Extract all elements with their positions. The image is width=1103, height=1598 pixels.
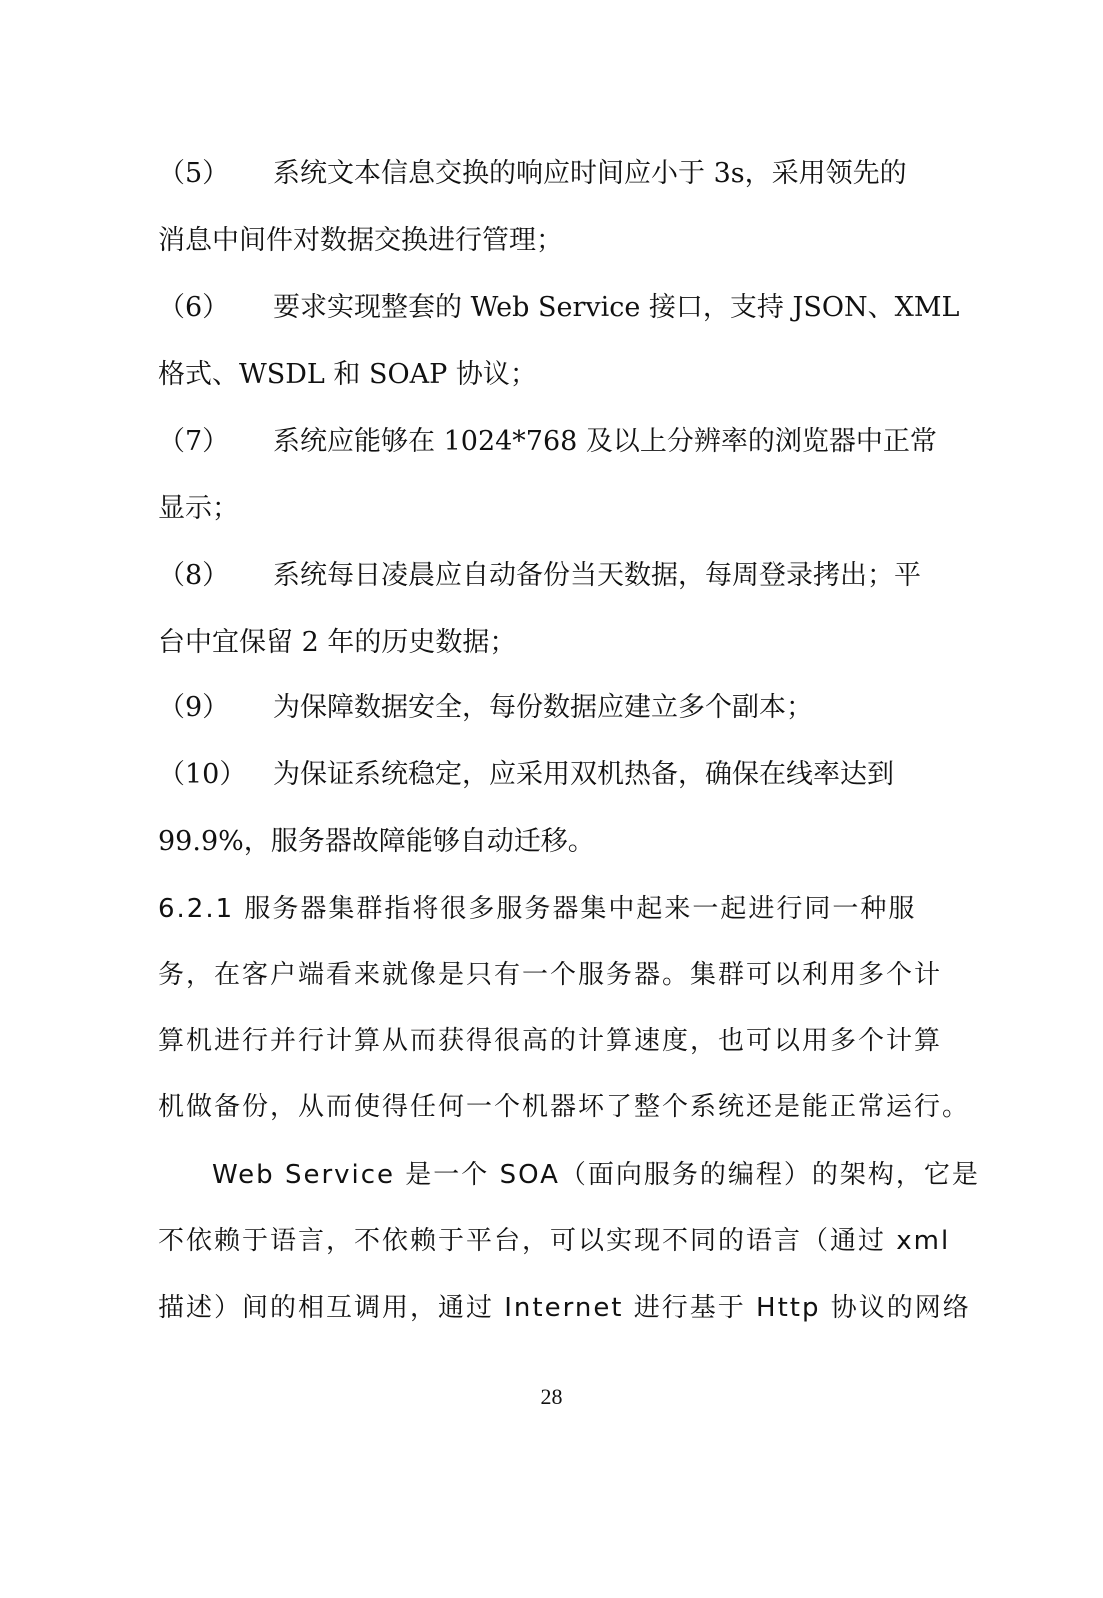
- list-item-9-line-1: [158, 688, 948, 728]
- paragraph-line-1: Web Service 是一个 SOA（面向服务的编程）的架构，它是: [212, 1160, 980, 1190]
- section-line-2: 务，在客户端看来就像是只有一个服务器。集群可以利用多个计: [158, 960, 943, 990]
- item-number: （7）: [158, 426, 230, 457]
- item-text: 为保障数据安全，每份数据应建立多个副本；: [273, 692, 813, 723]
- section-line-3: 算机进行并行计算从而获得很高的计算速度，也可以用多个计算: [158, 1026, 943, 1056]
- list-item-5-line-2: 消息中间件对数据交换进行管理；: [158, 225, 563, 256]
- item-number: （5）: [158, 158, 230, 189]
- paragraph-line-3: 描述）间的相互调用，通过 Internet 进行基于 Http 协议的网络: [158, 1293, 971, 1323]
- item-text: 系统文本信息交换的响应时间应小于 3s，采用领先的: [273, 158, 907, 189]
- list-item-6-line-1: [158, 288, 960, 328]
- list-item-8-line-2: 台中宜保留 2 年的历史数据；: [158, 627, 517, 658]
- list-item-7-line-1: [158, 422, 948, 462]
- list-item-7-line-2: 显示；: [158, 493, 239, 524]
- page-number: 28: [540, 1384, 563, 1409]
- list-item-10-line-1: [158, 755, 948, 795]
- item-number: （6）: [158, 292, 230, 323]
- list-item-6-line-2: 格式、WSDL 和 SOAP 协议；: [158, 359, 537, 390]
- section-line-4: 机做备份，从而使得任何一个机器坏了整个系统还是能正常运行。: [158, 1092, 971, 1122]
- item-text: 系统应能够在 1024*768 及以上分辨率的浏览器中正常: [273, 426, 937, 457]
- list-item-10-line-2: 99.9%，服务器故障能够自动迁移。: [158, 826, 595, 857]
- list-item-5-line-1: [158, 154, 948, 194]
- list-item-8-line-1: [158, 556, 948, 596]
- item-text: 要求实现整套的 Web Service 接口，支持 JSON、XML: [273, 292, 960, 323]
- item-text: 为保证系统稳定，应采用双机热备，确保在线率达到: [273, 759, 894, 790]
- paragraph-line-2: 不依赖于语言，不依赖于平台，可以实现不同的语言（通过 xml: [158, 1226, 951, 1256]
- item-text: 系统每日凌晨应自动备份当天数据，每周登录拷出；平: [273, 560, 921, 591]
- section-line-1: 6.2.1 服务器集群指将很多服务器集中起来一起进行同一种服: [158, 894, 917, 924]
- item-number: （10）: [158, 759, 247, 790]
- item-number: （8）: [158, 560, 230, 591]
- item-number: （9）: [158, 692, 230, 723]
